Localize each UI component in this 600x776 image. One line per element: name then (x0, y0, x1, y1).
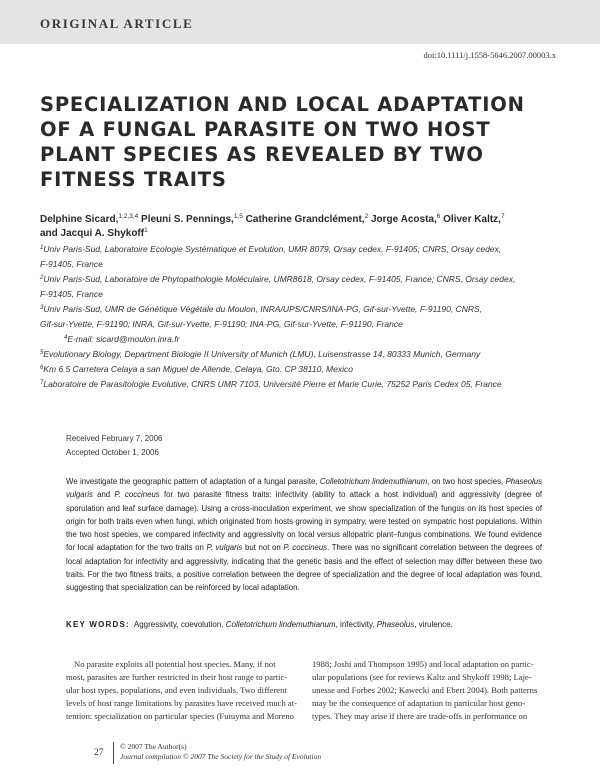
affiliation-line (40, 362, 560, 377)
affil-marker: 3 (40, 305, 44, 311)
affil-marker: 4 (64, 335, 68, 341)
affiliation-line (40, 302, 560, 317)
affil-marker: 1 (40, 245, 44, 251)
author-name: Oliver Kaltz, (443, 214, 501, 225)
keyword-text: Phaseolus (376, 620, 415, 629)
journal-compilation: Journal compilation © 2007 The Society for the Study of Evolution (120, 752, 322, 761)
affil-text: Laboratoire de Parasitologie Evolutive, CNRS UMR 7103, Université Pierre et Marie Curie, 75252 Paris Cedex 05, France (43, 379, 502, 389)
abstract-text: but not on (242, 543, 284, 553)
author-name: Catherine Grandclément, (245, 214, 365, 225)
affil-text: Gif-sur-Yvette, F-91190; INRA, Gif-sur-Yvette, F-91190; INA-PG, Gif-sur-Yvette, F-91190, France (40, 319, 403, 329)
article-title (40, 92, 560, 192)
received-date: Received February 7, 2006 (66, 434, 163, 443)
body-line: ular host types, populations, and even individuals. Two different (66, 685, 287, 696)
species-name: P. coccineus (114, 490, 160, 500)
abstract-text: and (92, 490, 115, 500)
affiliation-line (40, 377, 560, 392)
section-label: ORIGINAL ARTICLE (40, 16, 194, 31)
abstract-text: for two parasite fitness traits: infectivity (ability to attack a host individual) and aggressivity (degree of sporulation and leaf surface damage). Using a cross-inoculation experiment, we show specialization of the fungus on its host species of origin for both traits even when fungi, which originated from hosts growing in sympatry, were tested on sympatric host populations. Within the two host species, we compared infectivity and aggressivity on local versus allopatric plant–fungus combinations. We found evidence for local adaptation for the two traits on (66, 490, 543, 553)
affil-text: Univ Paris-Sud, UMR de Génétique Végétale du Moulon, INRA/UPS/CNRS/INA-PG, Gif-sur-Yvette, F-91190, CNRS, (43, 304, 483, 314)
affiliation-line (40, 347, 560, 362)
affiliation-line (40, 272, 560, 287)
body-column-right (312, 658, 544, 723)
page-number: 27 (94, 748, 104, 758)
submission-dates (66, 432, 163, 460)
species-name: Colletotrichum lindemuthianum (319, 477, 428, 486)
abstract-text: , on two host species, (427, 477, 506, 486)
species-name: P. coccineus (283, 543, 328, 553)
author-name: and Jacqui A. Shykoff (40, 228, 145, 239)
author-affil-marker: 2 (364, 213, 369, 220)
body-line: may be the consequence of adaptation to particular host geno- (312, 698, 526, 709)
author-affil-marker: 6 (436, 213, 441, 220)
author-affil-marker: 1 (144, 227, 148, 234)
body-line: most, parasites are further restricted in their host range to partic- (66, 672, 288, 683)
title-line: FITNESS TRAITS (40, 168, 227, 191)
body-line: No parasite exploits all potential host species. Many, if not (74, 659, 276, 669)
body-line: levels of host range limitations by parasites have received much at- (66, 698, 297, 709)
author-list (40, 213, 560, 241)
keyword-text: , infectivity, (335, 620, 377, 629)
affiliations (40, 242, 560, 392)
affil-marker: 2 (40, 275, 44, 281)
author-name: Jorge Acosta, (370, 214, 437, 225)
affiliation-line (40, 242, 560, 257)
affil-text: Univ Paris-Sud, Laboratoire Ecologie Systématique et Evolution, UMR 8079, Orsay cedex, F-91405; CNRS, Orsay cedex, (43, 244, 502, 254)
abstract-text: . There was no significant correlation between the degrees of local adaptation for infectivity and aggressivity, indicating that the genetic basis and the effect of selection may differ between these two traits. For the two fitness traits, a positive correlation between the degree of specialization and the degree of local adaptation was found, suggesting that specialization can be reinforced by local adaptation. (66, 543, 542, 593)
affiliation-line (40, 287, 560, 302)
species-name: P. vulgaris (206, 543, 243, 553)
affil-marker: 7 (40, 380, 44, 386)
author-affil-marker: 1,2,3,4 (118, 213, 139, 220)
title-line: SPECIALIZATION AND LOCAL ADAPTATION (40, 93, 525, 116)
abstract (66, 475, 542, 595)
abstract-text: We investigate the geographic pattern of adaptation of a fungal parasite, (66, 477, 320, 486)
email-address[interactable]: E-mail: sicard@moulon.inra.fr (67, 334, 180, 344)
affil-text: Univ Paris-Sud, Laboratoire de Phytopathologie Moléculaire, UMR8618, Orsay cedex, F-91405, France; CNRS, Orsay cedex, (43, 274, 516, 284)
affil-marker: 6 (40, 365, 44, 371)
keyword-text: , virulence. (414, 620, 453, 629)
affil-text: F-91405, France (40, 289, 103, 299)
body-line: 1988; Joshi and Thompson 1995) and local adaptation on partic- (312, 659, 534, 669)
footer-divider (113, 742, 114, 764)
body-line: ular populations (see for reviews Kaltz and Shykoff 1998; Laje- (312, 672, 532, 683)
body-column-left (66, 658, 298, 723)
species-name: Phaseolus vulgaris (66, 477, 542, 500)
author-name: Delphine Sicard, (40, 214, 119, 225)
body-line: tention: specialization on particular species (Futuyma and Moreno (66, 711, 294, 722)
affil-text: Evolutionary Biology, Department Biologie II University of Munich (LMU), Luisenstrasse 14, 80333 Munich, Germany (43, 349, 481, 359)
email-line (40, 332, 560, 347)
copyright: © 2007 The Author(s) (120, 742, 187, 751)
doi[interactable]: doi:10.1111/j.1558-5646.2007.00003.x (423, 50, 556, 60)
affiliation-line (40, 257, 560, 272)
footer (120, 742, 321, 762)
affil-marker: 5 (40, 350, 44, 356)
keyword-text: Colletotrichum lindemuthianum (225, 620, 336, 629)
accepted-date: Accepted October 1, 2006 (66, 448, 159, 457)
affil-text: F-91405, France (40, 259, 103, 269)
author-affil-marker: 1,5 (233, 213, 243, 220)
section-band (0, 0, 600, 44)
keywords (66, 619, 542, 631)
title-line: PLANT SPECIES AS REVEALED BY TWO (40, 143, 484, 166)
affil-text: Km 6.5 Carretera Celaya a san Miguel de Allende, Celaya, Gto. CP 38110, Mexico (43, 364, 353, 374)
body-line: types. They may arise if there are trade-offs in performance on (312, 711, 528, 722)
keyword-text: Aggressivity, coevolution, (133, 620, 226, 629)
title-line: OF A FUNGAL PARASITE ON TWO HOST (40, 118, 491, 141)
author-name: Pleuni S. Pennings, (141, 214, 234, 225)
keywords-label: KEY WORDS: (66, 620, 130, 629)
body-line: unesse and Forbes 2002; Kawecki and Ebert 2004). Both patterns (312, 685, 538, 696)
affiliation-line (40, 317, 560, 332)
author-affil-marker: 7 (500, 213, 505, 220)
